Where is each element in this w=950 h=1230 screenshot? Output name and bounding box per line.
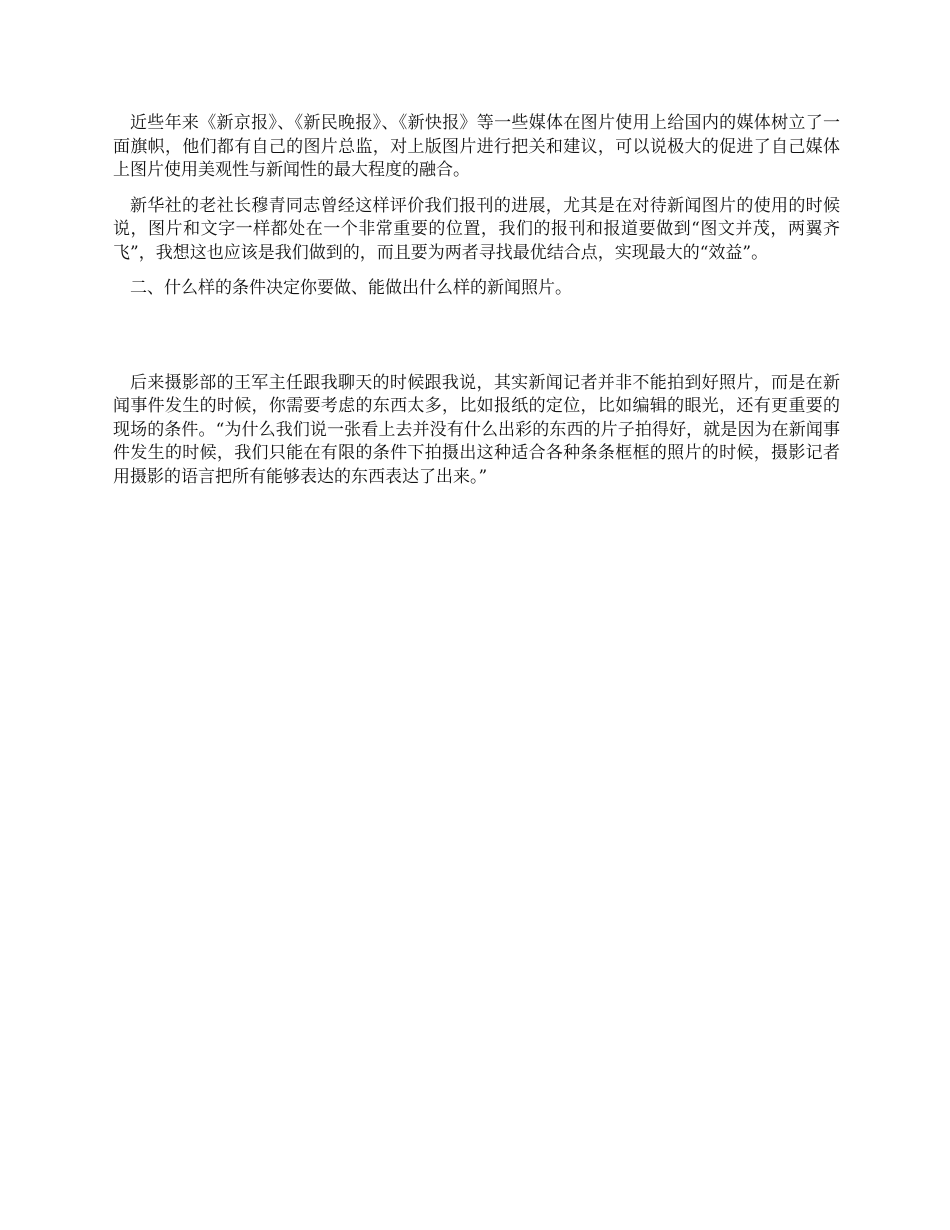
paragraph-xinhua-comment: 新华社的老社长穆青同志曾经这样评价我们报刊的进展，尤其是在对待新闻图片的使用的时候说，图片和文字一样都处在一个非常重要的位置，我们的报刊和报道要做到“图文并茂，两翼齐飞”，我想这也应该是我们做到的，而且要为两者寻找最优结合点，实现最大的“效益”。 <box>113 195 840 263</box>
section-heading-conditions: 二、什么样的条件决定你要做、能做出什么样的新闻照片。 <box>130 278 572 298</box>
blank-spacer <box>113 313 840 372</box>
paragraph-media-photo-editors: 近些年来《新京报》、《新民晚报》、《新快报》等一些媒体在图片使用上给国内的媒体树立了一面旗帜，他们都有自己的图片总监，对上版图片进行把关和建议，可以说极大的促进了自己媒体上图片使用美观性与新闻性的最大程度的融合。 <box>113 113 840 180</box>
paragraph-wang-jun-quote: 后来摄影部的王军主任跟我聊天的时候跟我说，其实新闻记者并非不能拍到好照片，而是在新闻事件发生的时候，你需要考虑的东西太多，比如报纸的定位，比如编辑的眼光，还有更重要的现场的条件。“为什么我们说一张看上去并没有什么出彩的东西的片子拍得好，就是因为在新闻事件发生的时候，我们只能在有限的条件下拍摄出这种适合各种条条框框的照片的时候，摄影记者用摄影的语言把所有能够表达的东西表达了出来。” <box>113 372 840 487</box>
document-body <box>113 112 840 501</box>
